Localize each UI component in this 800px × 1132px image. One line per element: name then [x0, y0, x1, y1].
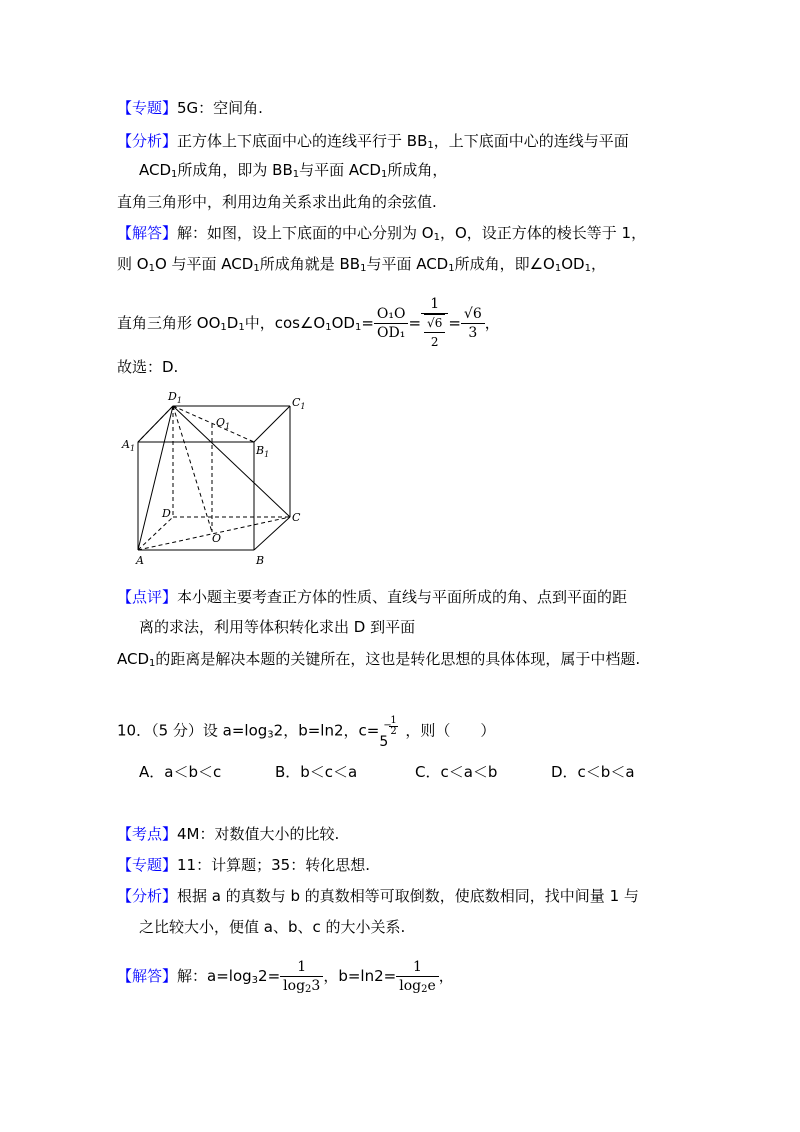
tag-solution: 【解答】	[117, 224, 178, 242]
label-B1: $B_1$	[256, 444, 270, 459]
cube-figure	[118, 384, 318, 569]
tag-topic-2: 【专题】	[117, 856, 178, 874]
fraction-1-log2-3: $\frac{1}{\log_23}$	[280, 959, 323, 995]
fraction-sqrt6-3: $\frac{√6}{3}$	[461, 306, 485, 342]
c-power: 5 − 1 2	[379, 715, 397, 750]
label-D: D	[162, 507, 171, 520]
label-B: B	[256, 554, 265, 567]
fraction-1-log2-e: $\frac{1}{\log_2e}$	[396, 959, 439, 995]
keypoint-line: 【考点】4M：对数值大小的比较.	[117, 825, 340, 843]
solution2-line: 【解答】解：$a=\log_32=$ $\frac{1}{\log_23}$ ，b=ln2= $\frac{1}{\log_2e}$ ，	[117, 958, 454, 995]
analysis-line-2: $ACD_1$所成角，即为 $BB_1$与平面 $ACD_1$所成角，	[139, 161, 448, 180]
fraction-o1o-od1: $\frac{\text{O₁O}}{\text{OD₁}}$	[374, 306, 409, 342]
tag-analysis-2: 【分析】	[117, 887, 178, 905]
label-C: C	[292, 511, 301, 524]
option-c[interactable]: C．c＜a＜b	[415, 763, 498, 781]
analysis2-line-2: 之比较大小，便值 a、b、c 的大小关系.	[139, 918, 406, 936]
tag-analysis: 【分析】	[117, 132, 178, 150]
option-a[interactable]: A．a＜b＜c	[139, 763, 222, 781]
comment-line-1: 【点评】本小题主要考查正方体的性质、直线与平面所成的角、点到平面的距	[117, 588, 628, 606]
label-C1: $C_1$	[292, 396, 306, 411]
label-O1: $O_1$	[216, 416, 231, 431]
topic-line: 【专题】5G：空间角.	[117, 99, 263, 117]
solution-line-2: 则 $O_1O$ 与平面 $ACD_1$所成角就是 $BB_1$与平面 $ACD_1$所成角，即$\angle O_1OD_1$，	[117, 255, 606, 274]
comment-line-3: $ACD_1$的距离是解决本题的关键所在，这也是转化思想的具体体现，属于中档题.	[117, 650, 641, 669]
solution-line-3: 直角三角形 $OO_1D_1$中，$\cos\angle O_1OD_1=$ $\frac{\text{O₁O}}{\text{OD₁}}$ = $\frac{1}{\frac{√6}{2}}$ = $\frac{√6}{3}$ ，	[117, 296, 500, 349]
label-O: O	[212, 532, 222, 545]
choice-line: 故选：D.	[117, 358, 179, 376]
comment-line-2: 离的求法，利用等体积转化求出 D 到平面	[139, 618, 416, 636]
label-A1: $A_1$	[122, 438, 136, 453]
analysis-line-1: 【分析】正方体上下底面中心的连线平行于 $BB_1$，上下底面中心的连线与平面	[117, 132, 629, 151]
fraction-1-sqrt6-2: $\frac{1}{\frac{√6}{2}}$	[421, 296, 448, 351]
tag-solution-2: 【解答】	[117, 967, 178, 985]
analysis2-line-1: 【分析】根据 a 的真数与 b 的真数相等可取倒数，使底数相同，找中间量 1 与	[117, 887, 639, 905]
question-10: 10．（5 分）设 $a=\log_32$，b=ln2，c= 5 − 1 2 ，则（ ）	[117, 715, 496, 750]
option-d[interactable]: D．c＜b＜a	[551, 763, 635, 781]
solution-line-1: 【解答】解：如图，设上下底面的中心分别为 $O_1$，O，设正方体的棱长等于 1，	[117, 224, 647, 243]
label-A: A	[136, 554, 144, 567]
topic-line-2: 【专题】11：计算题；35：转化思想.	[117, 856, 370, 874]
analysis-line-3: 直角三角形中，利用边角关系求出此角的余弦值.	[117, 193, 437, 211]
label-D1: $D_1$	[168, 390, 182, 405]
tag-comment: 【点评】	[117, 588, 178, 606]
tag-topic: 【专题】	[117, 99, 178, 117]
option-b[interactable]: B．b＜c＜a	[275, 763, 358, 781]
tag-keypoint: 【考点】	[117, 825, 178, 843]
